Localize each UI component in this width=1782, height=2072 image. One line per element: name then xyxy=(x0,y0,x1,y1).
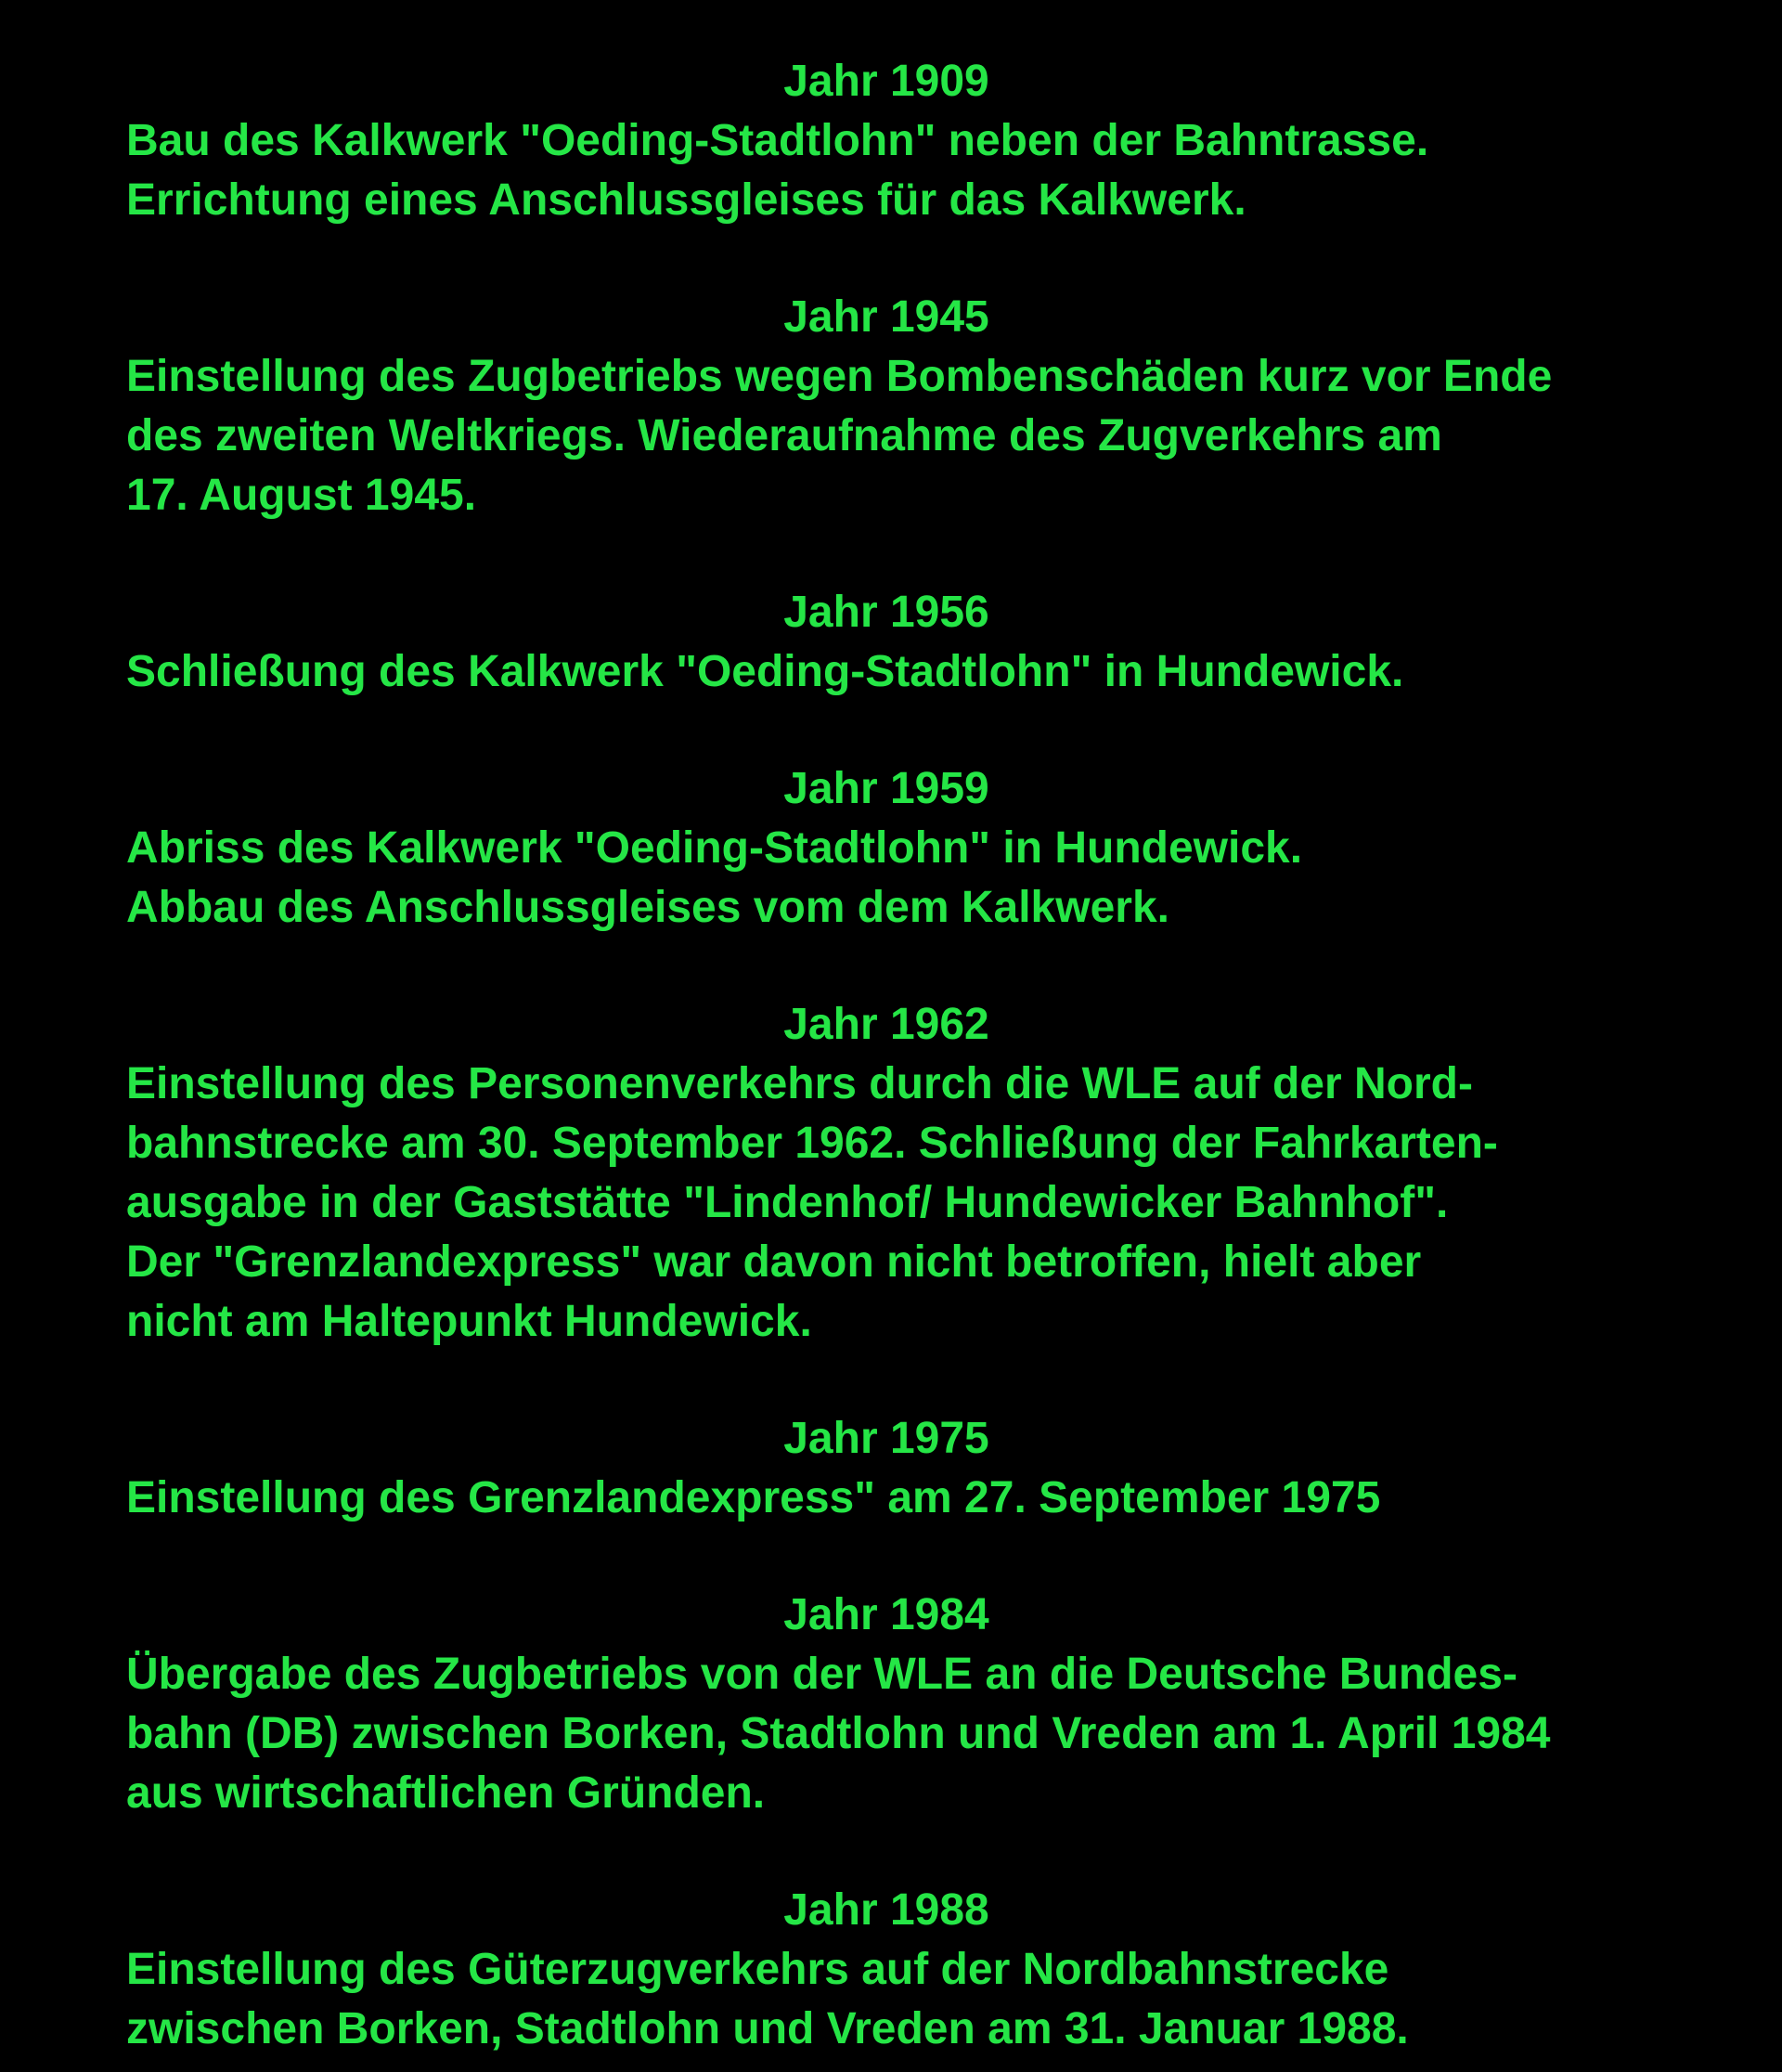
entry-text-line: Bau des Kalkwerk "Oeding-Stadtlohn" neben der Bahntrasse. xyxy=(126,116,1429,165)
entry-text-line: Der "Grenzlandexpress" war davon nicht betroffen, hielt aber xyxy=(126,1237,1422,1287)
year-heading: Jahr 1962 xyxy=(783,1000,989,1049)
timeline-entry-1975 xyxy=(126,1409,1760,1528)
entry-text-line: Schließung des Kalkwerk "Oeding-Stadtlohn" in Hundewick. xyxy=(126,647,1404,696)
entry-text-line: des zweiten Weltkriegs. Wiederaufnahme des Zugverkehrs am xyxy=(126,411,1442,460)
entry-text-line: bahnstrecke am 30. September 1962. Schließung der Fahrkarten- xyxy=(126,1119,1498,1168)
entry-text-line: Einstellung des Personenverkehrs durch die WLE auf der Nord- xyxy=(126,1059,1473,1108)
entry-text-line: Einstellung des Grenzlandexpress" am 27. September 1975 xyxy=(126,1473,1381,1522)
year-heading: Jahr 1909 xyxy=(783,57,989,106)
timeline-entry-1988 xyxy=(126,1881,1760,2059)
timeline-entry-1959 xyxy=(126,759,1760,938)
entry-text-line: Errichtung eines Anschlussgleises für das Kalkwerk. xyxy=(126,175,1246,225)
entry-text-line: ausgabe in der Gaststätte "Lindenhof/ Hundewicker Bahnhof". xyxy=(126,1178,1449,1227)
year-heading: Jahr 1984 xyxy=(783,1590,989,1639)
timeline-entry-1984 xyxy=(126,1586,1760,1823)
timeline-entry-1956 xyxy=(126,583,1760,702)
year-heading: Jahr 1959 xyxy=(783,764,989,813)
timeline-entry-1909 xyxy=(126,52,1760,230)
entry-text-line: zwischen Borken, Stadtlohn und Vreden am 31. Januar 1988. xyxy=(126,2004,1409,2053)
entry-text-line: Abbau des Anschlussgleises vom dem Kalkwerk. xyxy=(126,883,1169,932)
entry-text-line: nicht am Haltepunkt Hundewick. xyxy=(126,1297,812,1346)
entry-text-line: 17. August 1945. xyxy=(126,471,477,520)
timeline-entry-1962 xyxy=(126,995,1760,1352)
year-heading: Jahr 1975 xyxy=(783,1414,989,1463)
year-heading: Jahr 1945 xyxy=(783,292,989,342)
entry-text-line: Abriss des Kalkwerk "Oeding-Stadtlohn" in Hundewick. xyxy=(126,823,1303,873)
entry-text-line: Einstellung des Güterzugverkehrs auf der Nordbahnstrecke xyxy=(126,1945,1389,1994)
entry-text-line: bahn (DB) zwischen Borken, Stadtlohn und Vreden am 1. April 1984 xyxy=(126,1709,1551,1758)
entry-text-line: Einstellung des Zugbetriebs wegen Bombenschäden kurz vor Ende xyxy=(126,352,1553,401)
entry-text-line: Übergabe des Zugbetriebs von der WLE an die Deutsche Bundes- xyxy=(126,1650,1517,1699)
timeline-entry-1945 xyxy=(126,288,1760,525)
year-heading: Jahr 1988 xyxy=(783,1885,989,1935)
entry-text-line: aus wirtschaftlichen Gründen. xyxy=(126,1768,766,1818)
year-heading: Jahr 1956 xyxy=(783,588,989,637)
